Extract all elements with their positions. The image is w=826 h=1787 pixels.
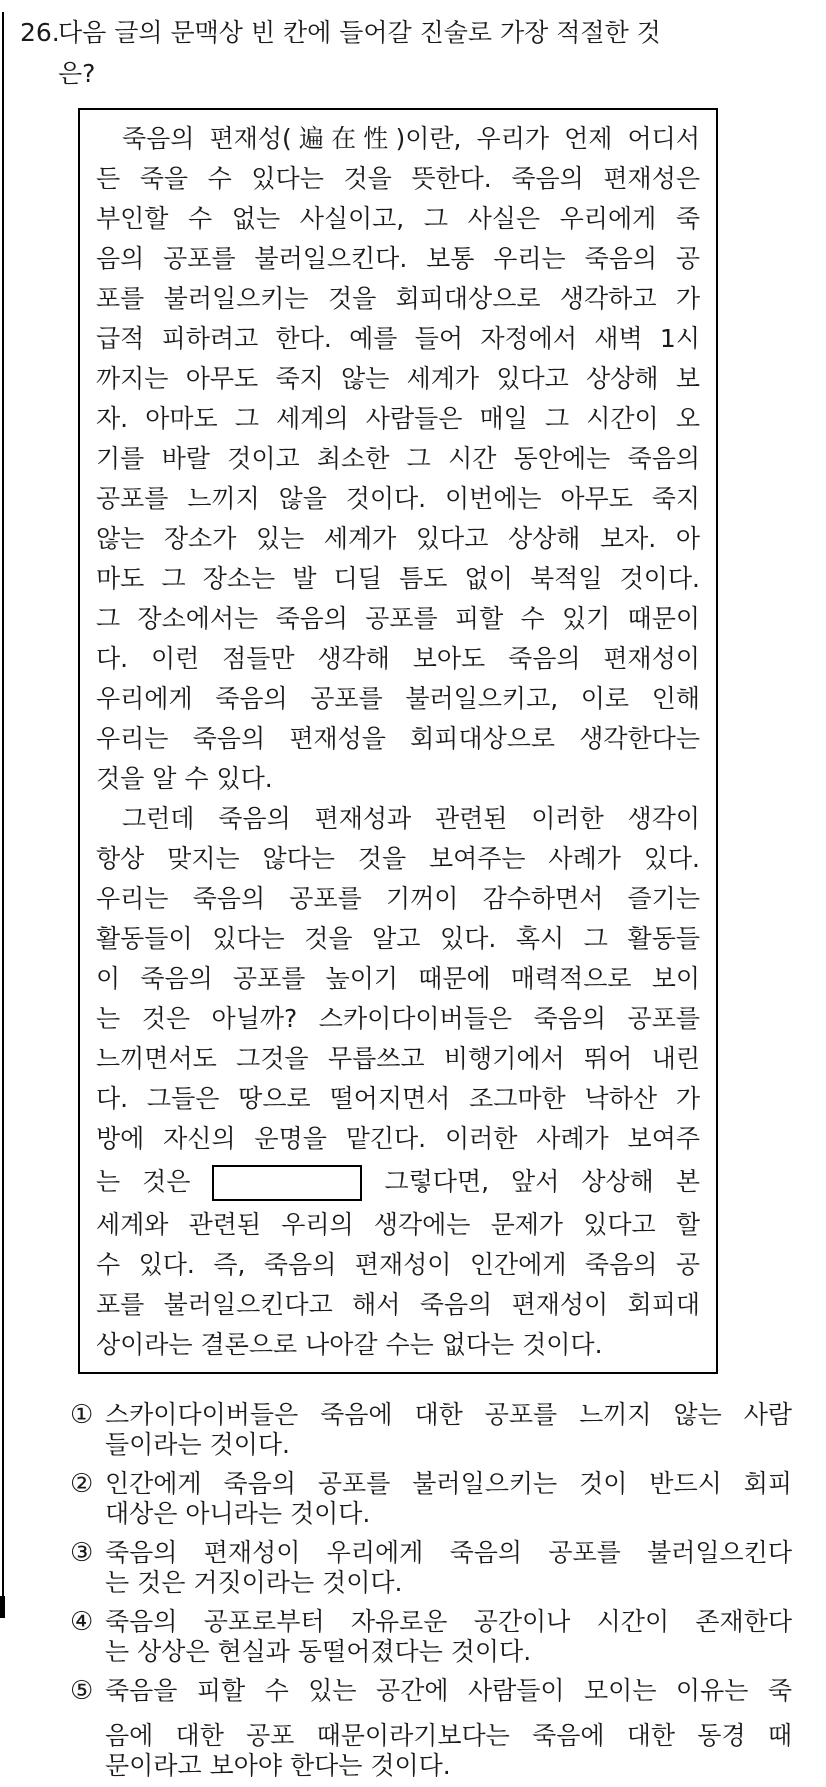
passage-line: 그 장소에서는 죽음의 공포를 피할 수 있기 때문이	[96, 604, 700, 633]
passage-line: 방에 자신의 운명을 맡긴다. 이러한 사례가 보여주	[96, 1124, 700, 1153]
blank-line-post-text: 그렇다면, 앞서 상상해 본	[384, 1167, 700, 1196]
passage-line: 않는 장소가 있는 세계가 있다고 상상해 보자. 아	[96, 524, 700, 553]
passage-line: 우리에게 죽음의 공포를 불러일으키고, 이로 인해	[96, 684, 700, 713]
passage-line: 포를 불러일으키는 것을 회피대상으로 생각하고 가	[96, 284, 700, 313]
choice-line: 죽음의 공포로부터 자유로운 공간이나 시간이 존재한다	[105, 1607, 792, 1636]
left-column-rule-end	[0, 1596, 5, 1618]
choice-5-text	[105, 1676, 792, 1781]
passage-line: 수 있다. 즉, 죽음의 편재성이 인간에게 죽음의 공	[96, 1250, 700, 1279]
passage-line: 우리는 죽음의 공포를 기꺼이 감수하면서 즐기는	[96, 884, 700, 913]
choice-2	[70, 1469, 792, 1529]
choice-4	[70, 1607, 792, 1667]
passage-line: 활동들이 있다는 것을 알고 있다. 혹시 그 활동들	[96, 924, 700, 953]
choice-5-marker: ⑤	[70, 1676, 94, 1706]
choice-1-marker: ①	[70, 1400, 94, 1430]
choice-line: 대상은 아니라는 것이다.	[105, 1499, 371, 1528]
choice-4-text	[105, 1607, 792, 1667]
choice-line: 인간에게 죽음의 공포를 불러일으키는 것이 반드시 회피	[105, 1469, 792, 1498]
fill-in-blank-box	[212, 1165, 362, 1201]
passage-lines	[96, 119, 700, 1365]
choice-line: 스카이다이버들은 죽음에 대한 공포를 느끼지 않는 사람	[105, 1400, 792, 1429]
passage-line: 다. 그들은 땅으로 떨어지면서 조그마한 낙하산 가	[96, 1084, 700, 1113]
choice-line: 음에 대한 공포 때문이라기보다는 죽음에 대한 동경 때	[105, 1721, 792, 1750]
passage-line: 마도 그 장소는 발 디딜 틈도 없이 북적일 것이다.	[96, 564, 700, 593]
passage-line: 공포를 느끼지 않을 것이다. 이번에는 아무도 죽지	[96, 484, 700, 513]
passage-line: 기를 바랄 것이고 최소한 그 시간 동안에는 죽음의	[96, 444, 700, 473]
choice-4-marker: ④	[70, 1607, 94, 1637]
passage-line: 음의 공포를 불러일으킨다. 보통 우리는 죽음의 공	[96, 244, 700, 273]
choice-2-text	[105, 1469, 792, 1529]
passage-line: 항상 맞지는 않다는 것을 보여주는 사례가 있다.	[96, 844, 700, 873]
question-text-line2: 은?	[58, 59, 96, 88]
choice-3	[70, 1538, 792, 1598]
choice-line: 문이라고 보아야 한다는 것이다.	[105, 1751, 451, 1780]
choice-5	[70, 1676, 792, 1781]
passage-line: 자. 아마도 그 세계의 사람들은 매일 그 시간이 오	[96, 404, 700, 433]
choice-line: 는 것은 거짓이라는 것이다.	[105, 1568, 403, 1597]
passage-line: 것을 알 수 있다.	[96, 764, 273, 793]
question-text	[58, 12, 764, 94]
choices	[70, 1400, 792, 1781]
passage-line: 이 죽음의 공포를 높이기 때문에 매력적으로 보이	[96, 964, 700, 993]
passage-line: 까지는 아무도 죽지 않는 세계가 있다고 상상해 보	[96, 364, 700, 393]
choice-1-text	[105, 1400, 792, 1460]
passage-line: 다. 이런 점들만 생각해 보아도 죽음의 편재성이	[96, 644, 700, 673]
left-column-rule	[2, 12, 4, 1598]
passage-line: 급적 피하려고 한다. 예를 들어 자정에서 새벽 1시	[96, 324, 700, 353]
passage-line: 세계와 관련된 우리의 생각에는 문제가 있다고 할	[96, 1210, 700, 1239]
passage-line: 든 죽을 수 있다는 것을 뜻한다. 죽음의 편재성은	[96, 164, 700, 193]
choice-3-marker: ③	[70, 1538, 94, 1568]
passage-line: 포를 불러일으킨다고 해서 죽음의 편재성이 회피대	[96, 1290, 700, 1319]
choice-line: 는 상상은 현실과 동떨어졌다는 것이다.	[105, 1637, 532, 1666]
choice-line: 죽음을 피할 수 있는 공간에 사람들이 모이는 이유는 죽	[105, 1676, 792, 1705]
passage-line: 는 것은 아닐까? 스카이다이버들은 죽음의 공포를	[96, 1004, 700, 1033]
question-number: 26.	[20, 18, 60, 47]
question-text-line1: 다음 글의 문맥상 빈 칸에 들어갈 진술로 가장 적절한 것	[58, 18, 661, 47]
blank-line-pre-text: 는 것은	[96, 1167, 191, 1196]
passage-line: 죽음의 편재성(遍在性)이란, 우리가 언제 어디서	[122, 124, 700, 153]
passage-box	[78, 108, 718, 1374]
question	[20, 12, 826, 94]
choice-line: 들이라는 것이다.	[105, 1430, 290, 1459]
passage-line: 우리는 죽음의 편재성을 회피대상으로 생각한다는	[96, 724, 700, 753]
passage-line: 느끼면서도 그것을 무릅쓰고 비행기에서 뛰어 내린	[96, 1044, 700, 1073]
choice-line: 죽음의 편재성이 우리에게 죽음의 공포를 불러일으킨다	[105, 1538, 792, 1567]
passage-line	[96, 1159, 700, 1205]
choice-3-text	[105, 1538, 792, 1598]
passage-line: 부인할 수 없는 사실이고, 그 사실은 우리에게 죽	[96, 204, 700, 233]
passage-line: 그런데 죽음의 편재성과 관련된 이러한 생각이	[122, 804, 700, 833]
choice-2-marker: ②	[70, 1469, 94, 1499]
passage-line: 상이라는 결론으로 나아갈 수는 없다는 것이다.	[96, 1330, 603, 1359]
choice-1	[70, 1400, 792, 1460]
